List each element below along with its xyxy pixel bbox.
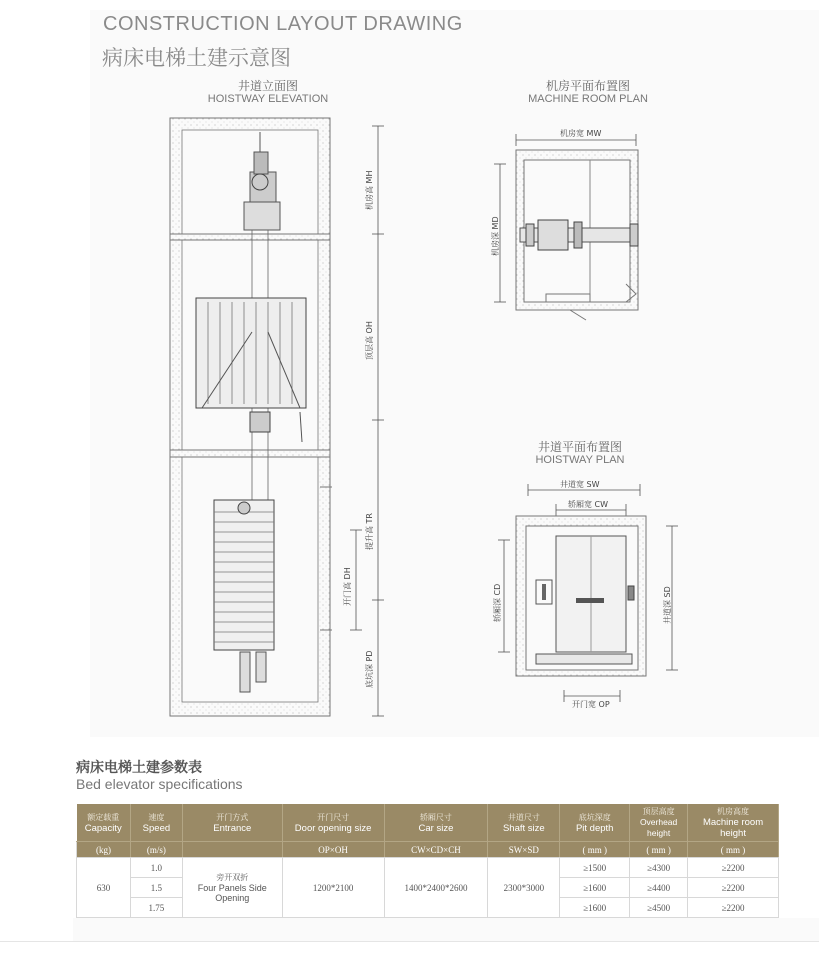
spec-units-row: (kg) (m/s) OP×OH CW×CD×CH SW×SD ( mm ) ( mm ) ( mm ) xyxy=(77,842,779,858)
hoistway-plan-diagram xyxy=(486,476,686,708)
elevation-caption-cn: 井道立面图 xyxy=(237,79,298,93)
hoistway-plan-caption-en: HOISTWAY PLAN xyxy=(535,454,625,466)
cell-machine: ≥2200 xyxy=(688,898,779,918)
dim-sd-label: 井道深 SD xyxy=(663,586,672,624)
dim-mh-label: 机房高 MH xyxy=(365,170,374,210)
cell-speed: 1.75 xyxy=(130,898,182,918)
dim-mw-label: 机房宽 MW xyxy=(560,129,602,138)
col-overhead: 顶层高度 Overhead height xyxy=(630,804,688,842)
bottom-panel xyxy=(73,918,819,941)
machine-room-caption xyxy=(508,80,668,106)
cell-pit: ≥1500 xyxy=(560,858,630,878)
page-title-cn: 病床电梯土建示意图 xyxy=(102,46,291,70)
spec-header-row xyxy=(77,804,779,842)
cell-machine: ≥2200 xyxy=(688,878,779,898)
dim-oh-label: 顶层高 OH xyxy=(365,321,374,360)
hoistway-plan-caption xyxy=(500,441,660,467)
cell-capacity: 630 xyxy=(77,858,131,918)
cell-pit: ≥1600 xyxy=(560,878,630,898)
cell-pit: ≥1600 xyxy=(560,898,630,918)
cell-car-size: 1400*2400*2600 xyxy=(384,858,488,918)
cell-speed: 1.5 xyxy=(130,878,182,898)
col-capacity: 额定载重 Capacity xyxy=(77,804,131,842)
spec-table xyxy=(76,804,779,918)
dim-tr-label: 提升高 TR xyxy=(365,513,374,550)
entrance-en: Four Panels Side Opening xyxy=(197,882,267,903)
page-title-en: CONSTRUCTION LAYOUT DRAWING xyxy=(103,13,463,35)
dim-cw-label: 轿厢宽 CW xyxy=(568,500,609,509)
cell-speed: 1.0 xyxy=(130,858,182,878)
machine-room-caption-en: MACHINE ROOM PLAN xyxy=(528,93,648,105)
hoistway-elevation-diagram xyxy=(160,112,400,722)
dim-cd-label: 轿厢深 CD xyxy=(493,583,502,622)
col-car-size: 轿厢尺寸 Car size xyxy=(384,804,488,842)
spec-title-en: Bed elevator specifications xyxy=(76,776,243,792)
col-pit-depth: 底坑深度 Pit depth xyxy=(560,804,630,842)
cell-entrance xyxy=(182,858,282,918)
cell-shaft-size: 2300*3000 xyxy=(488,858,560,918)
cell-machine: ≥2200 xyxy=(688,858,779,878)
col-door-size: 开门尺寸 Door opening size xyxy=(282,804,384,842)
col-entrance: 开门方式 Entrance xyxy=(182,804,282,842)
cell-overhead: ≥4500 xyxy=(630,898,688,918)
cell-overhead: ≥4300 xyxy=(630,858,688,878)
machine-room-caption-cn: 机房平面布置图 xyxy=(545,79,630,93)
dim-pd-label: 底坑深 PD xyxy=(365,650,374,688)
dim-dh-label: 开门高 DH xyxy=(343,567,352,606)
spec-title-cn: 病床电梯土建参数表 xyxy=(76,760,202,776)
table-row xyxy=(77,858,779,878)
machine-room-plan-diagram xyxy=(486,124,656,324)
elevation-caption-en: HOISTWAY ELEVATION xyxy=(207,93,329,105)
col-shaft-size: 井道尺寸 Shaft size xyxy=(488,804,560,842)
hoistway-plan-caption-cn: 井道平面布置图 xyxy=(537,440,622,454)
cell-overhead: ≥4400 xyxy=(630,878,688,898)
dim-op-label: 开门宽 OP xyxy=(572,700,610,708)
elevation-caption xyxy=(188,80,348,106)
bottom-divider xyxy=(0,941,819,942)
dim-sw-label: 井道宽 SW xyxy=(560,480,600,489)
col-speed: 速度 Speed xyxy=(130,804,182,842)
dim-md-label: 机房深 MD xyxy=(491,216,500,256)
entrance-cn: 旁开双折 xyxy=(216,872,249,882)
cell-door-size: 1200*2100 xyxy=(282,858,384,918)
col-machine-height: 机房高度 Machine room height xyxy=(688,804,779,842)
